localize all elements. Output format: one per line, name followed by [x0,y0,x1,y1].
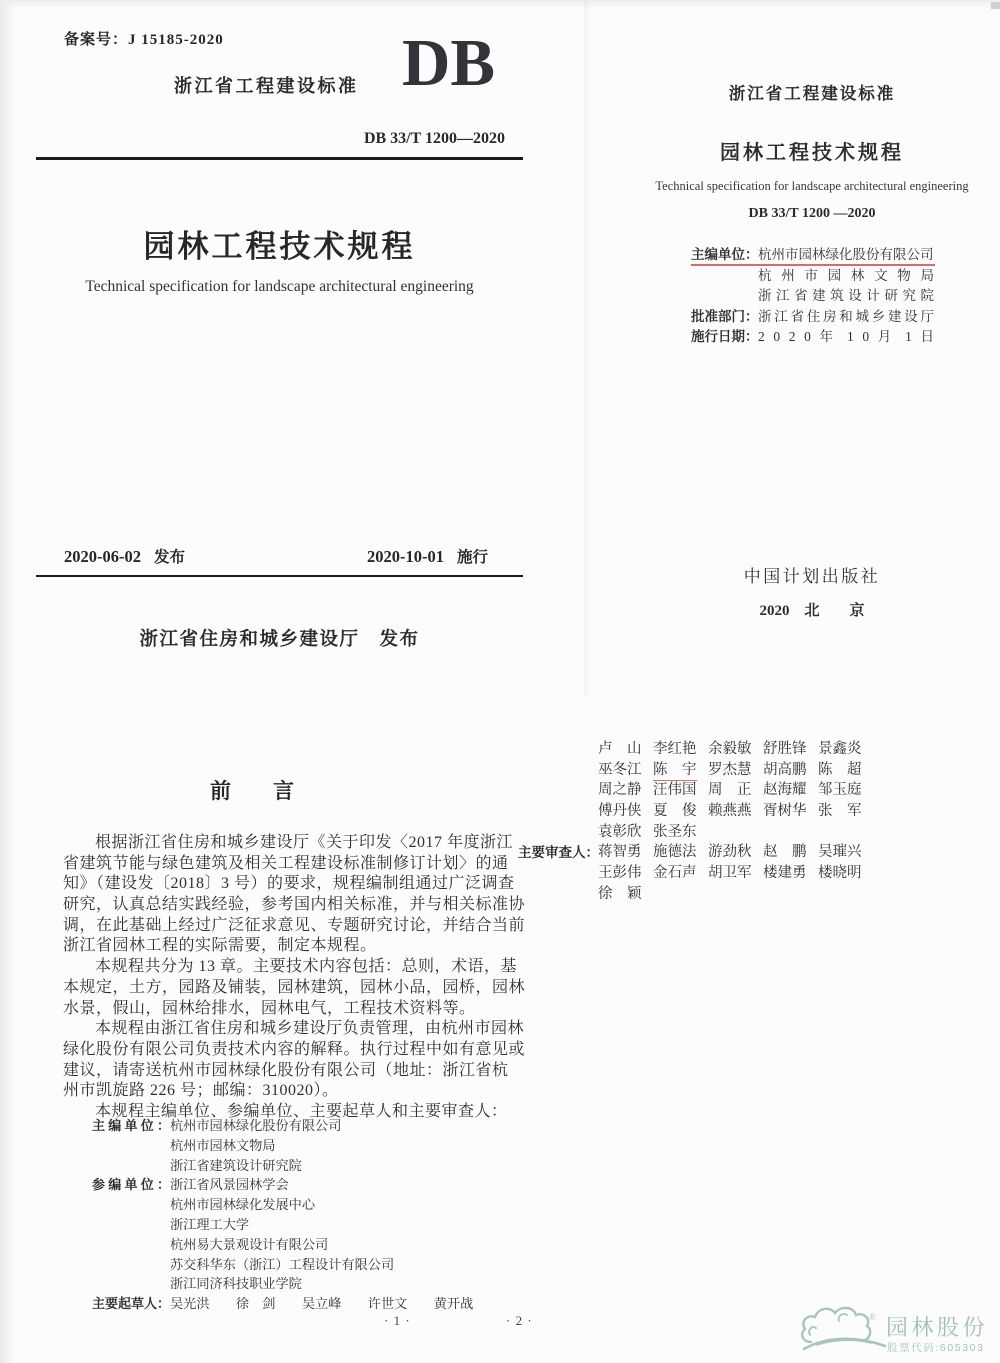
person-name: 金石声 [653,865,697,882]
person-name: 张 军 [818,803,862,820]
company-name: 园林股份 [886,1315,989,1340]
registered-trademark-icon: ® [869,1312,876,1322]
filing-number: 备案号：J 15185-2020 [64,32,224,48]
text-line: 根据浙江省住房和城乡建设厅《关于印发〈2017 年度浙江 [95,834,514,851]
foreword-heading: 前 言 [210,779,294,803]
credit-label: 主编单位： [92,1118,170,1133]
credit-value: 杭州市园林文物局 [170,1137,276,1153]
reviewer-row [598,863,873,884]
editor-value: 杭 州 市 园 林 文 物 局 [758,267,934,283]
person-name: 赖燕燕 [708,803,752,820]
credit-value: 杭州市园林绿化股份有限公司 [170,1118,342,1133]
text-line: 州市凯旋路 226 号；邮编：310020）。 [63,1082,339,1100]
person-name: 徐 颖 [598,885,642,902]
text-line: 调，在此基础上经过广泛征求意见、专题研究讨论，并结合当前 [63,916,526,934]
person-name: 吴璀兴 [818,844,862,861]
person-name: 赵 鹏 [763,844,807,861]
standard-category-label: 浙江省工程建设标准 [728,85,896,103]
person-name: 汪伟国 [653,782,697,799]
credit-value: 浙江同济科技职业学院 [170,1276,302,1292]
document-title: 园林工程技术规程 [143,229,416,264]
person-name: 巫冬江 [598,761,642,778]
credit-value: 浙江理工大学 [170,1216,250,1232]
reviewer-label: 主要审查人： [518,845,599,860]
chief-editor-value: 杭州市园林绿化股份有限公司 [758,247,934,262]
person-name: 胥树华 [763,803,807,820]
page-number: · 2 · [506,1313,533,1328]
person-name: 王彭伟 [598,865,642,882]
effective-label: 施行 [456,549,488,566]
person-name: 楼晓明 [818,865,862,882]
issue-date: 2020-06-02 [64,547,141,566]
person-name: 袁彰欣 [598,823,642,840]
chief-editor-label: 主编单位： [691,247,759,262]
credit-value: 浙江省风景园林学会 [170,1177,289,1193]
person-name: 胡卫军 [708,865,752,882]
person-name: 余毅敏 [708,741,752,757]
approval-value: 浙江省住房和城乡建设厅 [758,308,934,324]
document-title-english: Technical specification for landscape architectural engineering [655,179,969,193]
names-list [598,739,873,905]
drafter-row [598,780,873,801]
text-line: 本规程主编单位、参编单位、主要起草人和主要审查人： [95,1102,508,1120]
document-title: 园林工程技术规程 [720,142,904,164]
standard-code: DB 33/T 1200 —2020 [748,206,876,221]
person-name: 傅丹侠 [598,803,642,820]
cloud-logo-icon [797,1301,889,1361]
issue-label: 发布 [154,549,186,566]
standard-code: DB 33/T 1200—2020 [363,130,505,147]
text-line: 绿化股份有限公司负责技术内容的解释。执行过程中如有意见或 [63,1040,526,1058]
standard-category-label: 浙江省工程建设标准 [174,76,359,96]
page-number: · 1 · [384,1313,411,1328]
person-name: 周之静 [598,782,642,799]
reviewer-row [598,884,873,905]
credit-label: 主要起草人： [92,1296,171,1312]
credit-value: 杭州市园林绿化发展中心 [170,1197,316,1213]
person-name: 陈 超 [818,761,862,778]
credit-value: 吴光洪 徐 剑 吴立峰 许世文 黄开战 [170,1296,474,1312]
drafter-row [598,760,873,781]
editor-value: 浙 江 省 建 筑 设 计 研 究 院 [758,288,934,304]
credit-value: 杭州易大景观设计有限公司 [170,1236,329,1252]
drafter-row [598,801,873,822]
effective-date: 2020-10-01 [366,547,444,566]
person-name: 楼建勇 [763,865,807,882]
credit-value: 浙江省建筑设计研究院 [170,1157,302,1173]
person-name: 周 正 [708,782,752,799]
person-name: 蒋智勇 [598,844,642,861]
db-logo: DB [402,26,496,100]
text-line: 浙江省园林工程的实际需要，制定本规程。 [63,937,377,955]
text-line: 本规程由浙江省住房和城乡建设厅负责管理，由杭州市园林 [95,1020,525,1038]
effective-date-value: 2 0 2 0 年 1 0 月 1 日 [758,329,934,345]
text-line: 水景，假山，园林给排水，园林电气，工程技术资料等。 [63,999,476,1017]
person-name: 景鑫炎 [818,741,862,757]
person-name: 赵海耀 [763,782,807,799]
person-name: 邹玉庭 [818,782,862,799]
person-name: 舒胜锋 [763,741,807,757]
person-name-underlined: 陈 宇 [653,760,697,782]
document-title-english: Technical specification for landscape architectural engineering [85,278,474,295]
text-line: 研究，认真总结实践经验，参考国内相关标准，并与相关标准协 [63,896,526,914]
issuer-line: 浙江省住房和城乡建设厅 发布 [139,630,420,650]
person-name: 卢 山 [598,741,642,757]
person-name: 夏 俊 [653,803,697,820]
text-line: 本规定，土方，园路及铺装，园林建筑，园林小品，园桥，园林 [63,978,526,996]
stock-code: 股票代码:605303 [887,1342,985,1354]
person-name: 游劲秋 [708,844,752,861]
text-line: 本规程共分为 13 章。主要技术内容包括：总则，术语，基 [95,958,518,976]
credit-value: 苏交科华东（浙江）工程设计有限公司 [170,1256,395,1272]
text-line: 建议，请寄送杭州市园林绿化股份有限公司（地址：浙江省杭 [63,1061,509,1079]
text-line: 省建筑节能与绿色建筑及相关工程建设标准制修订计划〉的通 [63,854,509,872]
reviewer-row [598,842,873,863]
person-name: 胡高鹏 [763,761,807,778]
text-line: 知》（建设发〔2018〕3 号）的要求，规程编制组通过广泛调查 [63,875,515,893]
credit-label: 参编单位： [92,1177,170,1193]
person-name: 罗杰慧 [708,761,752,778]
approval-label: 批准部门： [691,308,759,324]
person-name: 张圣东 [653,823,697,840]
person-name: 李红艳 [653,741,697,757]
drafter-row [598,739,873,760]
drafter-row [598,822,873,843]
effective-date-label: 施行日期： [691,329,759,345]
publisher: 中国计划出版社 [743,567,881,586]
person-name: 施德法 [653,844,697,861]
publish-year-city: 2020 北 京 [759,603,865,619]
